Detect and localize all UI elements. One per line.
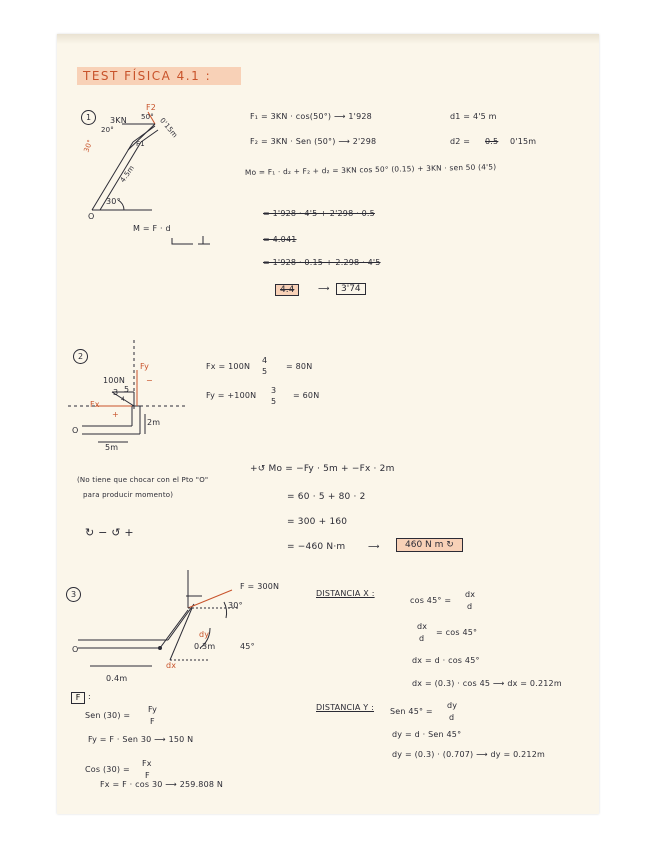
p3-dist-x-title: DISTANCIA X : — [316, 589, 375, 598]
p1-label-origin: O — [88, 212, 95, 221]
p2-label-force: 100N — [103, 376, 126, 385]
p2-step-3: = −460 N·m — [287, 542, 346, 552]
p2-fy-frac-num: 3 — [271, 386, 277, 395]
p1-final-struck: 4.4 — [275, 284, 299, 296]
p3-dist-x-eq2-rhs: = cos 45° — [436, 628, 478, 637]
p2-label-ratio-5: 5 — [124, 385, 130, 394]
p1-final-value: 3'74 — [336, 283, 366, 295]
problem-1-number: 1 — [81, 110, 96, 125]
p1-label-50: 50° — [141, 113, 155, 121]
p2-label-fx: Fx — [90, 400, 100, 409]
p3-cos30: Cos (30) = — [85, 765, 130, 774]
p3-label-force: F = 300N — [240, 582, 280, 591]
p1-line-f2: F₂ = 3KN · Sen (50°) ⟶ 2'298 — [250, 137, 377, 146]
p1-perp-mark — [172, 238, 193, 244]
p1-moment-formula: M = F · d — [133, 224, 171, 233]
p1-label-45m: 4.5m — [118, 164, 137, 184]
p3-dist-y-eq: Sen 45° = — [390, 707, 433, 716]
p1-struck-2: = 4.041 — [263, 235, 297, 244]
p2-fy-line-b: = 60N — [293, 391, 320, 400]
p1-label-angle-base: 30° — [106, 197, 121, 206]
p2-final-value: 460 N m ↻ — [396, 538, 463, 552]
p3-dist-x-eq2-den: d — [419, 634, 425, 643]
p3-dist-x-den: d — [467, 602, 473, 611]
p2-sign-convention: ↻ − ↺ + — [85, 526, 134, 539]
p3-sen30: Sen (30) = — [85, 711, 131, 720]
p2-step-1: = 60 · 5 + 80 · 2 — [287, 492, 366, 502]
p3-dist-y-num: dy — [447, 701, 458, 710]
p2-fy-frac-den: 5 — [271, 397, 277, 406]
p3-label-45: 45° — [240, 642, 255, 651]
p1-label-015m: 0'15m — [158, 116, 180, 140]
p2-fy-line-a: Fy = +100N — [206, 391, 257, 400]
p3-d-line — [170, 608, 192, 660]
p1-label-f2: F2 — [146, 103, 157, 112]
p3-label-30: 30° — [228, 601, 243, 610]
p2-label-fy: Fy — [140, 362, 150, 371]
p3-slant-bottom — [160, 610, 188, 648]
p2-arrow: ⟶ — [368, 542, 380, 551]
p3-sen30-den: F — [150, 717, 155, 726]
p3-dist-y-title: DISTANCIA Y : — [316, 703, 375, 712]
p2-label-5m: 5m — [105, 443, 119, 452]
p1-label-f1: F1 — [136, 140, 145, 148]
p3-dist-y-eq3: dy = (0.3) · (0.707) ⟶ dy = 0.212m — [392, 750, 545, 759]
p3-f-label: F — [71, 692, 85, 704]
p2-step-2: = 300 + 160 — [287, 517, 348, 527]
p1-d2-value: 0'15m — [510, 137, 537, 146]
p2-label-origin: O — [72, 426, 79, 435]
p1-struck-3: = 1'928 · 0.15 + 2.298 · 4'5 — [263, 258, 381, 267]
p2-mo-line: +↺ Mo = −Fy · 5m + −Fx · 2m — [250, 464, 395, 474]
p3-dist-x-num: dx — [465, 590, 476, 599]
p2-label-2m: 2m — [147, 418, 161, 427]
p3-dist-y-eq2: dy = d · Sen 45° — [392, 730, 462, 739]
p2-fx-line-b: = 80N — [286, 362, 313, 371]
p2-label-plus: + — [112, 410, 119, 419]
p1-d2-label: d2 = — [450, 137, 471, 146]
p2-label-minus: − — [146, 376, 153, 385]
p2-fx-frac-den: 5 — [262, 367, 268, 376]
p3-cos30-den: F — [145, 771, 150, 780]
p3-label-04m: 0.4m — [106, 674, 128, 683]
p3-dist-y-den: d — [449, 713, 455, 722]
problem-3-number: 3 — [66, 587, 81, 602]
p3-dist-x-eq3: dx = d · cos 45° — [412, 656, 480, 665]
p1-mo-line: Mo = F₁ · d₂ + F₂ + d₂ = 3KN cos 50° (0.15) + 3KN · sen 50 (4'5) — [244, 162, 497, 177]
p1-label-30-left: 30° — [82, 138, 95, 154]
p3-sen30-num: Fy — [148, 705, 158, 714]
p3-fy-line: Fy = F · Sen 30 ⟶ 150 N — [88, 735, 194, 744]
p3-label-03m: 0.3m — [194, 642, 216, 651]
page-title: TEST FÍSICA 4.1 : — [77, 67, 241, 85]
p3-label-origin: O — [72, 645, 79, 654]
p3-fx-line: Fx = F · cos 30 ⟶ 259.808 N — [100, 780, 224, 789]
p3-cos30-num: Fx — [142, 759, 152, 768]
p3-label-dx: dx — [166, 661, 177, 670]
p1-d1: d1 = 4'5 m — [450, 112, 497, 121]
p3-label-dy: dy — [199, 630, 210, 639]
p2-label-ratio-4: 4 — [121, 396, 126, 403]
p1-line-f1: F₁ = 3KN · cos(50°) ⟶ 1'928 — [250, 112, 372, 121]
p3-dist-x-eq4: dx = (0.3) · cos 45 ⟶ dx = 0.212m — [412, 679, 562, 688]
p2-note-line-2: para producir momento) — [83, 491, 174, 499]
p1-arrow: ⟶ — [318, 284, 330, 293]
p3-dist-x-eq: cos 45° = — [410, 596, 452, 605]
p1-label-3kn: 3KN — [110, 116, 127, 125]
p3-dist-x-eq2-num: dx — [417, 622, 428, 631]
p2-label-ratio-3: 3 — [113, 388, 119, 397]
p1-d2-struck: 0.5 — [485, 137, 499, 146]
p2-fx-line-a: Fx = 100N — [206, 362, 251, 371]
p2-note-line-1: (No tiene que chocar con el Pto "O" — [77, 476, 209, 484]
p1-struck-1: = 1'928 · 4'5 + 2'298 · 0.5 — [263, 209, 375, 218]
problem-2-number: 2 — [73, 349, 88, 364]
p1-label-20: 20° — [101, 126, 115, 134]
p2-fx-frac-num: 4 — [262, 356, 268, 365]
p3-f-colon: : — [88, 692, 91, 701]
